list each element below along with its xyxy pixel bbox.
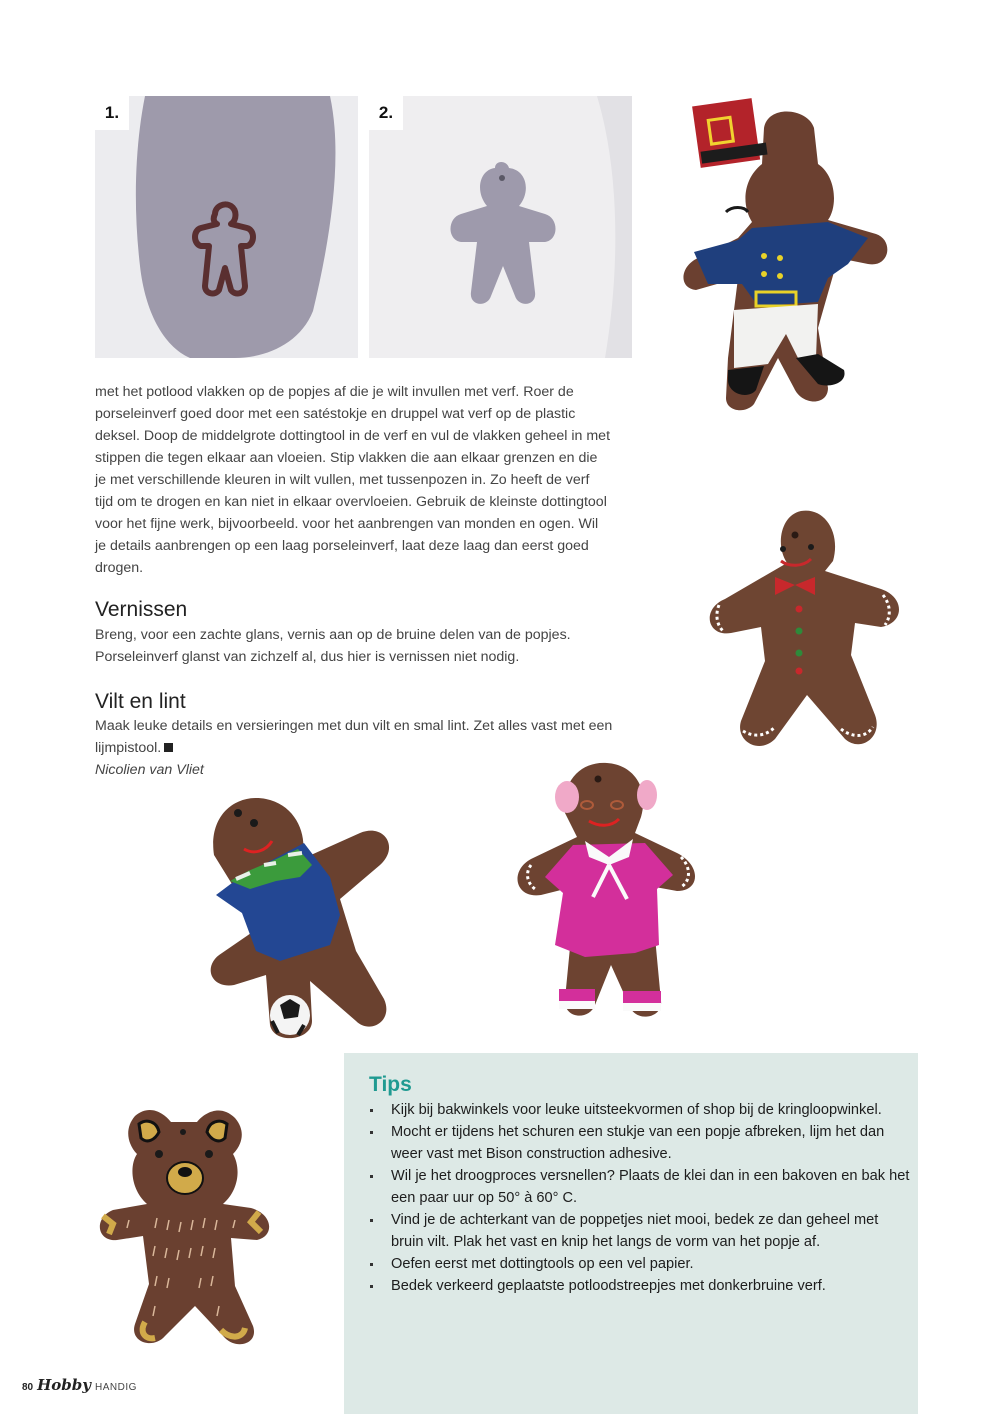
step-number-1: 1. xyxy=(95,96,129,130)
tip-item: Mocht er tijdens het schuren een stukje van een popje afbreken, lijm het dan weer vast met Bison construction adhesive. xyxy=(366,1121,911,1165)
text-line: je met verschillende kleuren in wilt vullen, met tussenpozen in. Zo heeft de verf xyxy=(95,472,590,488)
magazine-logo-sub: HANDIG xyxy=(95,1382,137,1393)
text-line: voor het fijne werk, bijvoorbeeld. voor het aanbrengen van monden en ogen. Wil xyxy=(95,516,599,532)
tip-item: Oefen eerst met dottingtools op een vel papier. xyxy=(366,1253,911,1275)
text-line: deksel. Doop de middelgrote dottingtool in de verf en vul de vlakken geheel in met xyxy=(95,428,611,444)
text-line: Maak leuke details en versieringen met dun vilt en smal lint. Zet alles vast met een xyxy=(95,718,613,734)
text-line: je details aanbrengen op een laag porseleinverf, laat deze laag dan eerst goed xyxy=(95,538,589,554)
step-photo-2 xyxy=(369,96,632,358)
text-line: drogen. xyxy=(95,560,144,576)
vilt-heading: Vilt en lint xyxy=(95,690,186,713)
soldier-gingerbread-photo xyxy=(668,88,908,418)
girl-gingerbread-photo xyxy=(505,757,710,1027)
clay-figure-illustration xyxy=(369,96,632,358)
tip-item: Kijk bij bakwinkels voor leuke uitsteekvormen of shop bij de kringloopwinkel. xyxy=(366,1099,911,1121)
tips-title: Tips xyxy=(369,1073,412,1096)
vernissen-paragraph xyxy=(95,624,635,668)
text-line: porseleinverf goed door met een satéstokje en druppel wat verf op de plastic xyxy=(95,406,576,422)
text-line xyxy=(95,737,640,759)
clay-cutter-illustration xyxy=(95,96,358,358)
vernissen-heading: Vernissen xyxy=(95,598,188,621)
instructions-paragraph xyxy=(95,381,635,579)
tips-box xyxy=(344,1053,918,1414)
magazine-logo: Hobby xyxy=(37,1376,91,1394)
author-name: Nicolien van Vliet xyxy=(95,762,204,778)
text-line: tijd om te drogen en kan niet in elkaar overvloeien. Gebruik de kleinste dottingtool xyxy=(95,494,607,510)
text-line-end: lijmpistool. xyxy=(95,740,162,756)
tip-item: Wil je het droogproces versnellen? Plaats de klei dan in een bakoven en bak het een paar uur op 50° à 60° C. xyxy=(366,1165,911,1209)
page-footer xyxy=(22,1376,137,1394)
text-line: stippen die tegen elkaar aan vloeien. Stip vlakken die aan elkaar grenzen en die xyxy=(95,450,598,466)
step-photo-1 xyxy=(95,96,358,358)
tips-list xyxy=(366,1099,911,1297)
tip-item: Bedek verkeerd geplaatste potloodstreepjes met donkerbruine verf. xyxy=(366,1275,911,1297)
text-line: met het potlood vlakken op de popjes af die je wilt invullen met verf. Roer de xyxy=(95,384,574,400)
text-line: Porseleinverf glanst van zichzelf al, dus hier is vernissen niet nodig. xyxy=(95,649,520,665)
classic-gingerbread-photo xyxy=(695,505,920,765)
step-number-2: 2. xyxy=(369,96,403,130)
bear-ornament-photo xyxy=(85,1100,280,1355)
page-number: 80 xyxy=(22,1382,34,1393)
end-mark-icon xyxy=(164,743,173,752)
text-line: Breng, voor een zachte glans, vernis aan op de bruine delen van de popjes. xyxy=(95,627,571,643)
tip-item: Vind je de achterkant van de poppetjes niet mooi, bedek ze dan geheel met bruin vilt. Plak het vast en knip het langs de vorm van het popje af. xyxy=(366,1209,911,1253)
soccer-gingerbread-photo xyxy=(180,785,410,1045)
